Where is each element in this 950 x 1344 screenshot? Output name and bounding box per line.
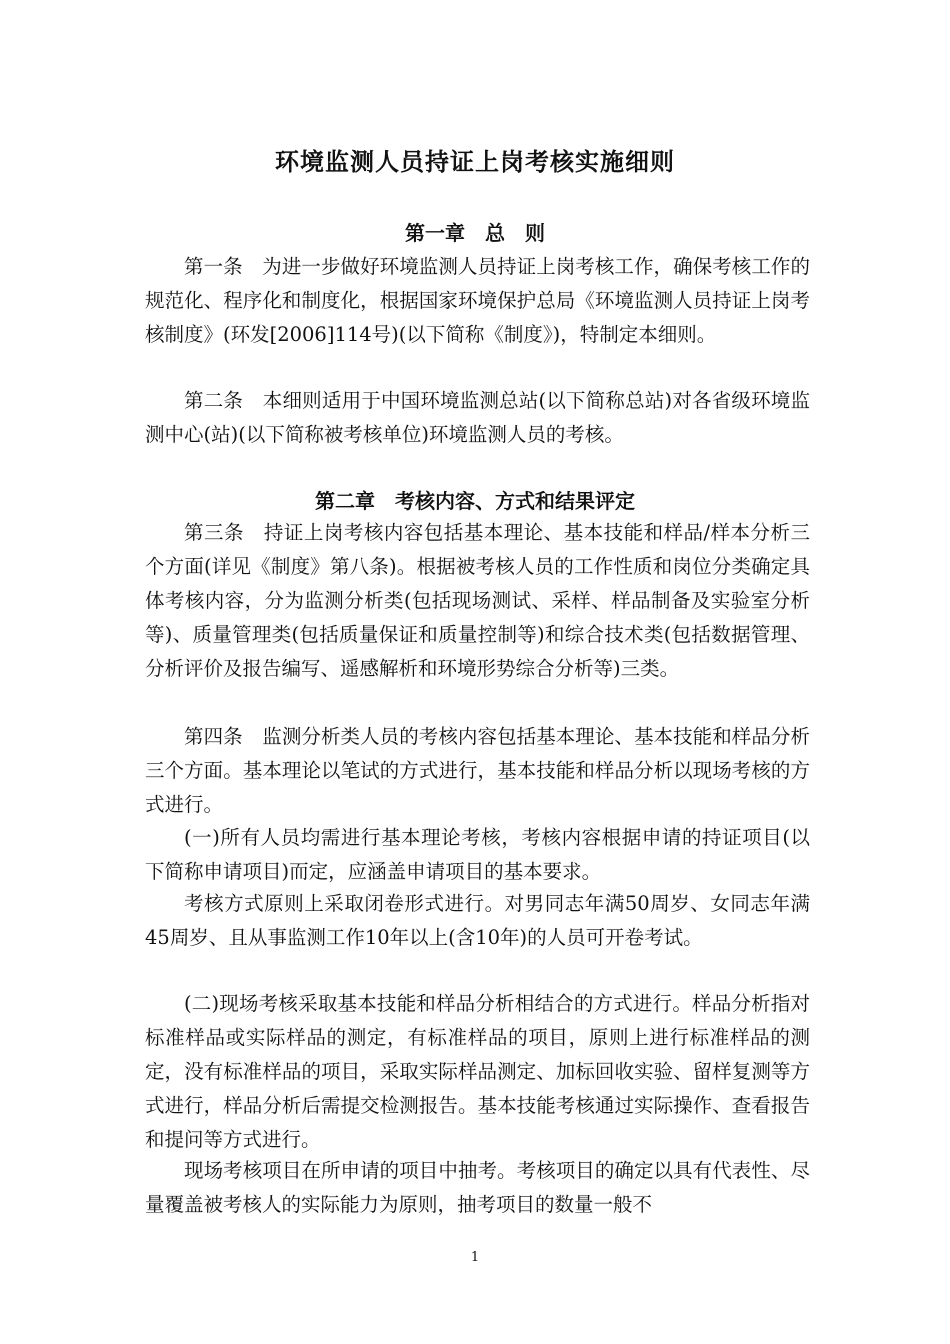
clause-2-paragraph: (二)现场考核采取基本技能和样品分析相结合的方式进行。样品分析指对标准样品或实际样品的测定，有标准样品的项目，原则上进行标准样品的测定，没有标准样品的项目，采取实际样品测定、加标回收实验、留样复测等方式进行，样品分析后需提交检测报告。基本技能考核通过实际操作、查看报告和提问等方式进行。: [145, 992, 810, 1152]
page-number: 1: [470, 1250, 480, 1265]
article-1-paragraph: 第一条 为进一步做好环境监测人员持证上岗考核工作，确保考核工作的规范化、程序化和制度化，根据国家环境保护总局《环境监测人员持证上岗考核制度》(环发[2006]114号)(以下简称《制度》)，特制定本细则。: [145, 255, 810, 347]
chapter-heading-2: 第二章 考核内容、方式和结果评定: [315, 489, 635, 513]
article-3-paragraph: 第三条 持证上岗考核内容包括基本理论、基本技能和样品/样本分析三个方面(详见《制度》第八条)。根据被考核人员的工作性质和岗位分类确定具体考核内容，分为监测分析类(包括现场测试、采样、样品制备及实验室分析等)、质量管理类(包括质量保证和质量控制等)和综合技术类(包括数据管理、分析评价及报告编写、遥感解析和环境形势综合分析等)三类。: [145, 521, 810, 681]
clause-1-paragraph: (一)所有人员均需进行基本理论考核，考核内容根据申请的持证项目(以下简称申请项目)而定，应涵盖申请项目的基本要求。: [145, 826, 810, 884]
onsite-exam-paragraph: 现场考核项目在所申请的项目中抽考。考核项目的确定以具有代表性、尽量覆盖被考核人的实际能力为原则，抽考项目的数量一般不: [145, 1159, 810, 1217]
article-4-paragraph: 第四条 监测分析类人员的考核内容包括基本理论、基本技能和样品分析三个方面。基本理论以笔试的方式进行，基本技能和样品分析以现场考核的方式进行。: [145, 725, 810, 817]
chapter-heading-1: 第一章 总 则: [405, 221, 545, 245]
document-title: 环境监测人员持证上岗考核实施细则: [275, 147, 675, 176]
article-2-paragraph: 第二条 本细则适用于中国环境监测总站(以下简称总站)对各省级环境监测中心(站)(以下简称被考核单位)环境监测人员的考核。: [145, 389, 810, 447]
exam-method-paragraph: 考核方式原则上采取闭卷形式进行。对男同志年满50周岁、女同志年满45周岁、且从事监测工作10年以上(含10年)的人员可开卷考试。: [145, 892, 810, 950]
